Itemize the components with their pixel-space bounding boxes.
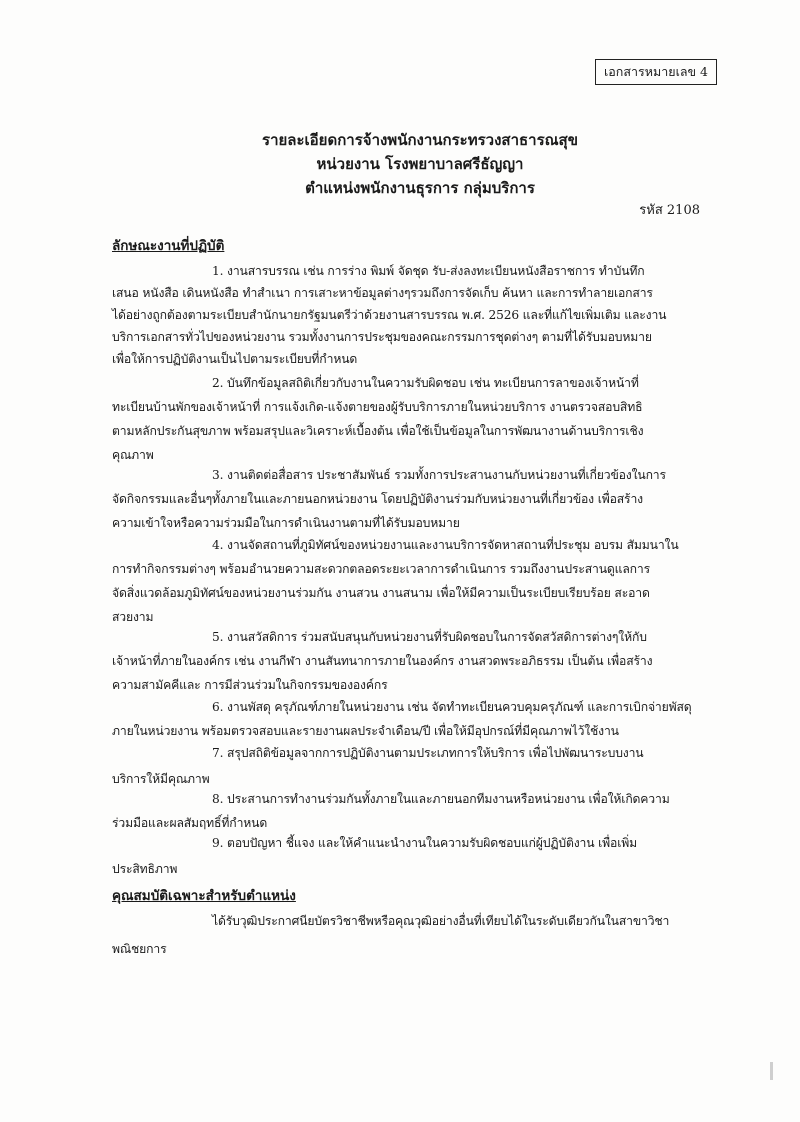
title-line-3-position: ตำแหน่งพนักงานธุรการ กลุ่มบริการ <box>305 179 535 197</box>
document-number-badge: เอกสารหมายเลข 4 <box>595 59 717 85</box>
scan-edge-mark <box>770 1062 773 1080</box>
duties-heading: ลักษณะงานที่ปฏิบัติ <box>112 238 225 254</box>
duty-1-line-2: เสนอ หนังสือ เดินหนังสือ ทำสำเนา การเสาะหาข้อมูลต่างๆรวมถึงการจัดเก็บ ค้นหา และการทำลายเอกสาร <box>112 286 653 300</box>
qualifications-line-1: ได้รับวุฒิประกาศนียบัตรวิชาชีพหรือคุณวุฒิอย่างอื่นที่เทียบได้ในระดับเดียวกันในสาขาวิชา <box>212 914 670 928</box>
duty-3-line-2: จัดกิจกรรมและอื่นๆทั้งภายในและภายนอกหน่วยงาน โดยปฏิบัติงานร่วมกับหน่วยงานที่เกี่ยวข้อง เพื่อสร้าง <box>112 492 643 506</box>
duty-8-line-2: ร่วมมือและผลสัมฤทธิ์ที่กำหนด <box>112 816 268 830</box>
duty-5-line-1: 5. งานสวัสดิการ ร่วมสนับสนุนกับหน่วยงานที่รับผิดชอบในการจัดสวัสดิการต่างๆให้กับ <box>212 630 647 644</box>
duty-1-line-1: 1. งานสารบรรณ เช่น การร่าง พิมพ์ จัดชุด รับ-ส่งลงทะเบียนหนังสือราชการ ทำบันทึก <box>212 264 645 278</box>
duty-4-line-3: จัดสิ่งแวดล้อมภูมิทัศน์ของหน่วยงานร่วมกัน งานสวน งานสนาม เพื่อให้มีความเป็นระเบียบเรียบร้อย สะอาด <box>112 586 650 600</box>
duty-6-line-2: ภายในหน่วยงาน พร้อมตรวจสอบและรายงานผลประจำเดือน/ปี เพื่อให้มีอุปกรณ์ที่มีคุณภาพไว้ใช้งาน <box>112 724 619 738</box>
duty-9-line-2: ประสิทธิภาพ <box>112 862 178 876</box>
duty-3-line-3: ความเข้าใจหรือความร่วมมือในการดำเนินงานตามที่ได้รับมอบหมาย <box>112 516 460 530</box>
duty-8-line-1: 8. ประสานการทำงานร่วมกันทั้งภายในและภายนอกทีมงานหรือหน่วยงาน เพื่อให้เกิดความ <box>212 792 670 806</box>
qualifications-heading: คุณสมบัติเฉพาะสำหรับตำแหน่ง <box>112 888 296 904</box>
duty-7-line-2: บริการให้มีคุณภาพ <box>112 772 210 786</box>
duty-3-line-1: 3. งานติดต่อสื่อสาร ประชาสัมพันธ์ รวมทั้งการประสานงานกับหน่วยงานที่เกี่ยวข้องในการ <box>212 468 666 482</box>
duty-1-line-5: เพื่อให้การปฏิบัติงานเป็นไปตามระเบียบที่กำหนด <box>112 352 358 366</box>
duty-2-line-2: ทะเบียนบ้านพักของเจ้าหน้าที่ การแจ้งเกิด-แจ้งตายของผู้รับบริการภายในหน่วยบริการ งานตรวจสอบสิทธิ <box>112 400 643 414</box>
qualifications-line-2: พณิชยการ <box>112 942 167 956</box>
duty-7-line-1: 7. สรุปสถิติข้อมูลจากการปฏิบัติงานตามประเภทการให้บริการ เพื่อไปพัฒนาระบบงาน <box>212 746 644 760</box>
title-line-2-unit: หน่วยงาน โรงพยาบาลศรีธัญญา <box>316 155 524 173</box>
duty-6-line-1: 6. งานพัสดุ ครุภัณฑ์ภายในหน่วยงาน เช่น จัดทำทะเบียนควบคุมครุภัณฑ์ และการเบิกจ่ายพัสดุ <box>212 700 692 714</box>
duty-2-line-3: ตามหลักประกันสุขภาพ พร้อมสรุปและวิเคราะห์เบื้องต้น เพื่อใช้เป็นข้อมูลในการพัฒนางานด้านบริการเชิง <box>112 424 644 438</box>
duty-9-line-1: 9. ตอบปัญหา ชี้แจง และให้คำแนะนำงานในความรับผิดชอบแก่ผู้ปฏิบัติงาน เพื่อเพิ่ม <box>212 836 637 850</box>
duty-4-line-2: การทำกิจกรรมต่างๆ พร้อมอำนวยความสะดวกตลอดระยะเวลาการดำเนินการ รวมถึงงานประสานดูแลการ <box>112 562 651 576</box>
duty-2-line-4: คุณภาพ <box>112 448 154 462</box>
duty-5-line-2: เจ้าหน้าที่ภายในองค์กร เช่น งานกีฬา งานสันทนาการภายในองค์กร งานสวดพระอภิธรรม เป็นต้น เพื่อสร้าง <box>112 654 653 668</box>
duty-4-line-1: 4. งานจัดสถานที่ภูมิทัศน์ของหน่วยงานและงานบริการจัดหาสถานที่ประชุม อบรม สัมมนาใน <box>212 538 679 552</box>
title-line-1: รายละเอียดการจ้างพนักงานกระทรวงสาธารณสุข <box>262 131 578 149</box>
duty-2-line-1: 2. บันทึกข้อมูลสถิติเกี่ยวกับงานในความรับผิดชอบ เช่น ทะเบียนการลาของเจ้าหน้าที่ <box>212 376 639 390</box>
duty-1-line-3: ได้อย่างถูกต้องตามระเบียบสำนักนายกรัฐมนตรีว่าด้วยงานสารบรรณ พ.ศ. 2526 และที่แก้ไขเพิ่มเติม และงาน <box>112 308 667 322</box>
duty-4-line-4: สวยงาม <box>112 610 154 624</box>
position-code: รหัส 2108 <box>639 203 700 218</box>
duty-5-line-3: ความสามัคคีและ การมีส่วนร่วมในกิจกรรมขององค์กร <box>112 678 388 692</box>
duty-1-line-4: บริการเอกสารทั่วไปของหน่วยงาน รวมทั้งงานการประชุมของคณะกรรมการชุดต่างๆ ตามที่ได้รับมอบหมาย <box>112 330 652 344</box>
